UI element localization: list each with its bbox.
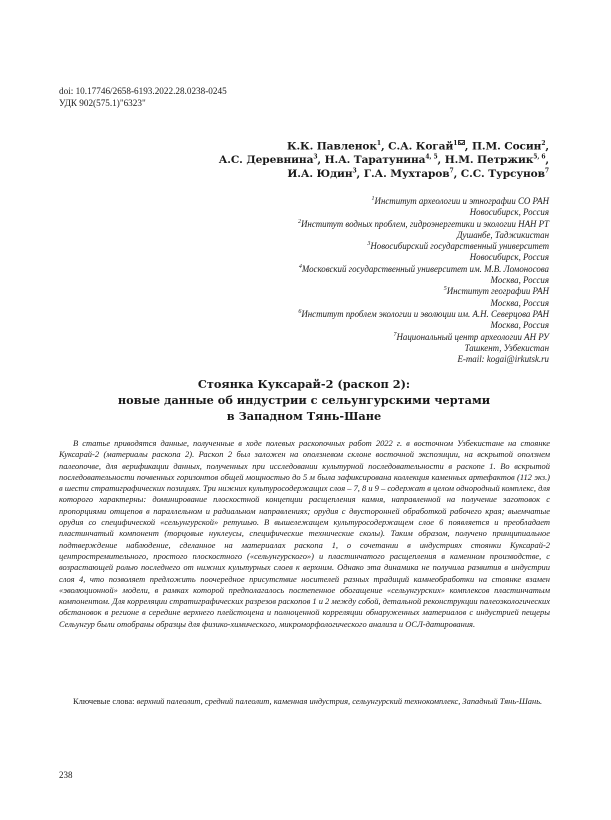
title-line-2: новые данные об индустрии с сельунгурскими чертами xyxy=(117,393,491,408)
affiliation-name xyxy=(298,332,549,343)
author-separator: , xyxy=(356,168,364,181)
affiliation-city: Москва, Россия xyxy=(490,320,549,331)
title-line-1: Стоянка Куксарай-2 (раскоп 2): xyxy=(197,377,411,391)
affiliation-institution: Новосибирский государственный университет xyxy=(370,241,549,252)
udc-code: УДК 902(575.1)"6323" xyxy=(59,98,146,108)
author-list xyxy=(219,140,549,182)
author-affiliation-index: 3 xyxy=(352,167,357,175)
author-line-2 xyxy=(219,154,549,168)
author-separator: , xyxy=(380,140,389,153)
affiliation-city: Новосибирск, Россия xyxy=(469,252,549,263)
keywords xyxy=(59,696,550,707)
article-title xyxy=(59,376,549,424)
affiliation-index: 4 xyxy=(298,263,302,270)
affiliation-name xyxy=(298,196,549,207)
affiliation-city: Ташкент, Узбекистан xyxy=(464,342,549,353)
author-line-1 xyxy=(219,140,549,154)
author: Н.А. Таратунина xyxy=(324,154,426,167)
author-affiliation-index: 3 xyxy=(313,153,318,161)
affiliation-institution: Институт географии РАН xyxy=(446,286,549,297)
affiliation-city: Москва, Россия xyxy=(490,275,549,286)
author: И.А. Юдин xyxy=(287,168,353,181)
author: П.М. Сосин xyxy=(471,140,542,153)
email-envelope-icon xyxy=(458,140,465,145)
keywords-list: верхний палеолит, средний палеолит, каменная индустрия, сельунгурский технокомплекс, Западный Тянь-Шань. xyxy=(136,696,543,706)
author-affiliation-index: 7 xyxy=(449,167,454,175)
author-affiliation-index: 4, 5 xyxy=(425,153,438,161)
author-affiliation-index: 1 xyxy=(453,140,458,147)
author-affiliation-index: 2 xyxy=(541,140,546,147)
author: Н.М. Петржик xyxy=(444,154,534,167)
author: Г.А. Мухтаров xyxy=(363,168,450,181)
affiliation-name xyxy=(298,219,549,230)
author: К.К. Павленок xyxy=(286,140,377,153)
author: С.С. Турсунов xyxy=(460,168,545,181)
affiliation-index: 7 xyxy=(393,331,397,338)
affiliation-institution: Национальный центр археологии АН РУ xyxy=(396,331,549,342)
author: С.А. Когай xyxy=(388,140,454,153)
affiliation-name xyxy=(298,264,549,275)
affiliation-city: Душанбе, Таджикистан xyxy=(456,229,549,240)
author-separator: , xyxy=(437,154,445,167)
affiliation-list xyxy=(298,196,549,365)
affiliation-name xyxy=(298,286,549,297)
affiliation-city: Новосибирск, Россия xyxy=(469,207,549,218)
author-separator: , xyxy=(453,168,461,181)
affiliation-index: 6 xyxy=(298,309,302,315)
affiliation-institution: Институт проблем экологии и эволюции им. А.Н. Северцова РАН xyxy=(301,308,549,319)
author: А.С. Деревнина xyxy=(218,154,314,167)
author-separator: , xyxy=(317,154,325,167)
author-separator: , xyxy=(545,140,549,153)
contact-email: E-mail: kogai@irkutsk.ru xyxy=(457,354,549,365)
affiliation-institution: Московский государственный университет им. М.В. Ломоносова xyxy=(301,263,549,274)
author-affiliation-index: 1 xyxy=(376,140,381,147)
affiliation-name xyxy=(298,241,549,252)
affiliation-index: 5 xyxy=(443,286,447,293)
author-affiliation-index: 7 xyxy=(544,167,549,175)
affiliation-index: 1 xyxy=(371,196,375,203)
doi: doi: 10.17746/2658-6193.2022.28.0238-0245 xyxy=(59,86,227,96)
author-affiliation-index: 5, 6 xyxy=(533,153,546,161)
keywords-label: Ключевые слова: xyxy=(73,696,137,706)
title-line-3: в Западном Тянь-Шане xyxy=(226,409,382,424)
abstract-text: В статье приводятся данные, полученные в ходе полевых раскопочных работ 2022 г. в восточном Узбекистане на стоянке Куксарай-2 (материалы раскопа 2). Раскоп 2 был заложен на оползневом склоне восточной экспозиции, на вскрытой оползнем палеопочве, для верификации данных, полученных при исследовании культурной последовательности в раскопе 1. Во вскрытой последовательности почвенных горизонтов общей мощностью до 5 м была зафиксирована коллекция каменных артефактов (112 экз.) в шести стратиграфических позициях. Три нижних культуросодержащих слоя – 7, 8 и 9 – содержат в целом однородный комплекс, для которого характерны: доминирование плоскостной концепции расщепления камня, направленной на получение заготовок с пропорциями отщепов в параллельном и радиальном направлениях; орудия с двусторонней обработкой рабочего края; выемчатые орудия со специфической «сельунгурской» ретушью. В вышележащем культуросодержащем слое 6 появляется и преобладает пластинчатый компонент (торцовые нуклеусы, специфические технические сколы). Таким образом, получено принципиальное подтверждение наблюдение, сделанное на материалах раскопа 1, о сочетании в индустриях стоянки Куксарай-2 центростремительного, простого плоскостного («сельунгурского») и пластинчатого расщепления в каменном производстве, с возрастающей ролью последнего от нижних культурных слоев к верхним. Однако эта динамика не получила развития в индустрии слоя 4, что позволяет предложить поочередное присутствие носителей разных традиций камнеобработки на стоянке взамен «эволюционной» модели, в рамках которой предполагалось постепенное обогащение «сельунгурских» комплексов пластинчатым компонентом. Для корреляции стратиграфических разрезов раскопов 1 и 2 между собой, детальной реконструкции палеоэкологических обстановок в регионе в середине верхнего плейстоцена и полноценной корреляции обнаруженных материалов с индустрией пещеры Сельунгур были отобраны образцы для физико-химического, микроморфологического анализа и ОСЛ-датирования. xyxy=(59,438,550,629)
affiliation-institution: Институт водных проблем, гидроэнергетики и экологии НАН РТ xyxy=(301,218,549,229)
abstract xyxy=(59,438,550,630)
affiliation-city: Москва, Россия xyxy=(490,297,549,308)
affiliation-name xyxy=(298,309,549,320)
author-line-3 xyxy=(219,168,549,182)
affiliation-institution: Институт археологии и этнографии СО РАН xyxy=(374,196,549,206)
author-separator: , xyxy=(545,154,549,167)
page-number: 238 xyxy=(59,770,73,780)
affiliation-index: 2 xyxy=(298,218,302,225)
author-separator: , xyxy=(464,140,472,153)
affiliation-index: 3 xyxy=(367,241,371,248)
